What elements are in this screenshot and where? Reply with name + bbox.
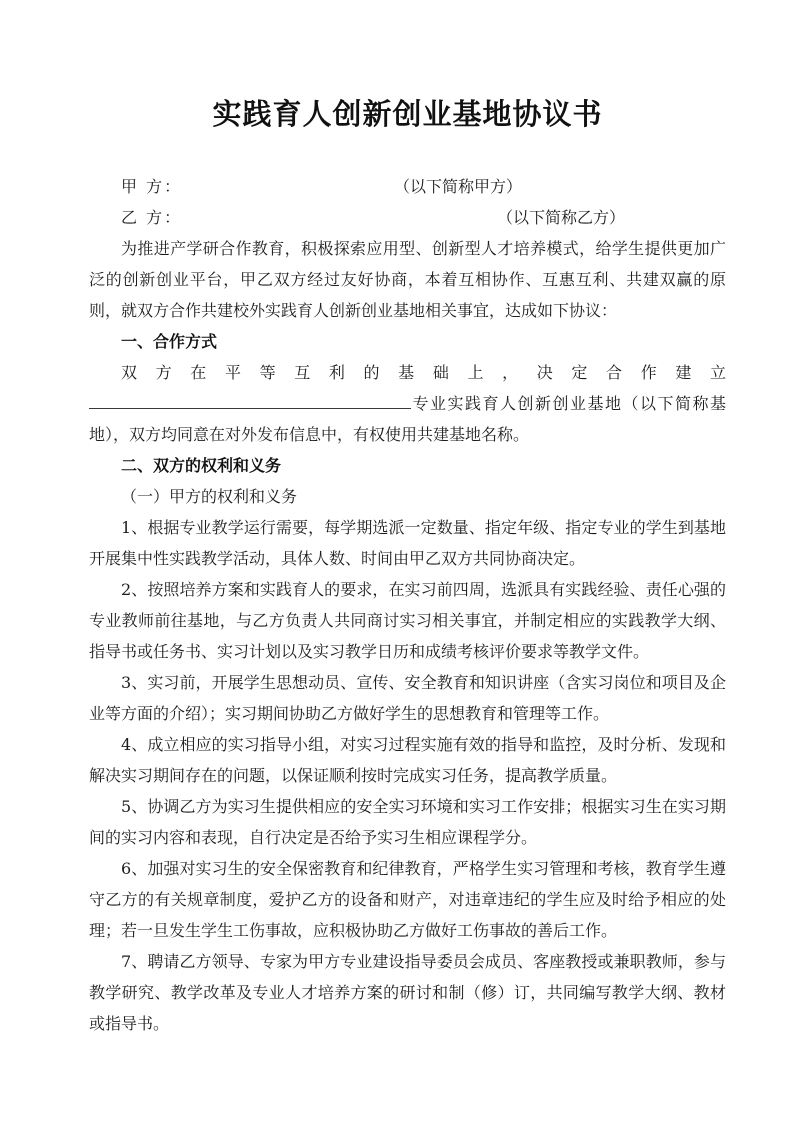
- section-2-item-3: 3、实习前，开展学生思想动员、宣传、安全教育和知识讲座（含实习岗位和项目及企业等方面的介绍）；实习期间协助乙方做好学生的思想教育和管理等工作。: [89, 673, 726, 723]
- section-1-text-before-blank: 双方在平等互利的基础上，决定合作建立: [121, 363, 726, 382]
- section-2-item-7: 7、聘请乙方领导、专家为甲方专业建设指导委员会成员、客座教授或兼职教师，参与教学研究、教学改革及专业人才培养方案的研讨和制（修）订，共同编写教学大纲、教材或指导书。: [89, 952, 726, 1033]
- fill-in-blank-underline: [89, 393, 411, 409]
- section-2-item-2: 2、按照培养方案和实践育人的要求，在实习前四周，选派具有实践经验、责任心强的专业教师前往基地，与乙方负责人共同商讨实习相关事宜，并制定相应的实践教学大纲、指导书或任务书、实习计划以及实习教学日历和成绩考核评价要求等教学文件。: [89, 580, 726, 661]
- section-1-body: [89, 357, 726, 450]
- party-b-line: [89, 202, 726, 233]
- party-b-alias: （以下简称乙方）: [497, 208, 626, 227]
- party-a-label: 甲 方：: [121, 177, 183, 196]
- section-2-item-6: 6、加强对实习生的安全保密教育和纪律教育，严格学生实习管理和考核，教育学生遵守乙方的有关规章制度，爱护乙方的设备和财产，对违章违纪的学生应及时给予相应的处理；若一旦发生学生工伤事故，应积极协助乙方做好工伤事故的善后工作。: [89, 859, 726, 940]
- section-1-text-after-blank: 专业实践育人创新创业基地（以下简称基地），双方均同意在对外发布信息中，有权使用共建基地名称。: [89, 394, 726, 444]
- party-a-line: [89, 171, 726, 202]
- section-2-item-4: 4、成立相应的实习指导小组，对实习过程实施有效的指导和监控，及时分析、发现和解决实习期间存在的问题，以保证顺利按时完成实习任务，提高教学质量。: [89, 735, 726, 785]
- section-2-subheading: （一）甲方的权利和义务: [121, 487, 298, 506]
- document-title: 实践育人创新创业基地协议书: [212, 97, 603, 131]
- party-b-label: 乙 方：: [121, 208, 183, 227]
- section-1-heading: 一、合作方式: [121, 332, 218, 351]
- section-2-heading: 二、双方的权利和义务: [121, 456, 282, 475]
- section-2-item-5: 5、协调乙方为实习生提供相应的安全实习环境和实习工作安排；根据实习生在实习期间的实习内容和表现，自行决定是否给予实习生相应课程学分。: [89, 797, 726, 847]
- section-2-item-1: 1、根据专业教学运行需要，每学期选派一定数量、指定年级、指定专业的学生到基地开展集中性实践教学活动，具体人数、时间由甲乙双方共同协商决定。: [89, 518, 726, 568]
- preamble-paragraph: 为推进产学研合作教育，积极探索应用型、创新型人才培养模式，给学生提供更加广泛的创新创业平台，甲乙双方经过友好协商，本着互相协作、互惠互利、共建双赢的原则，就双方合作共建校外实践育人创新创业基地相关事宜，达成如下协议：: [89, 239, 726, 320]
- party-a-alias: （以下简称甲方）: [394, 177, 523, 196]
